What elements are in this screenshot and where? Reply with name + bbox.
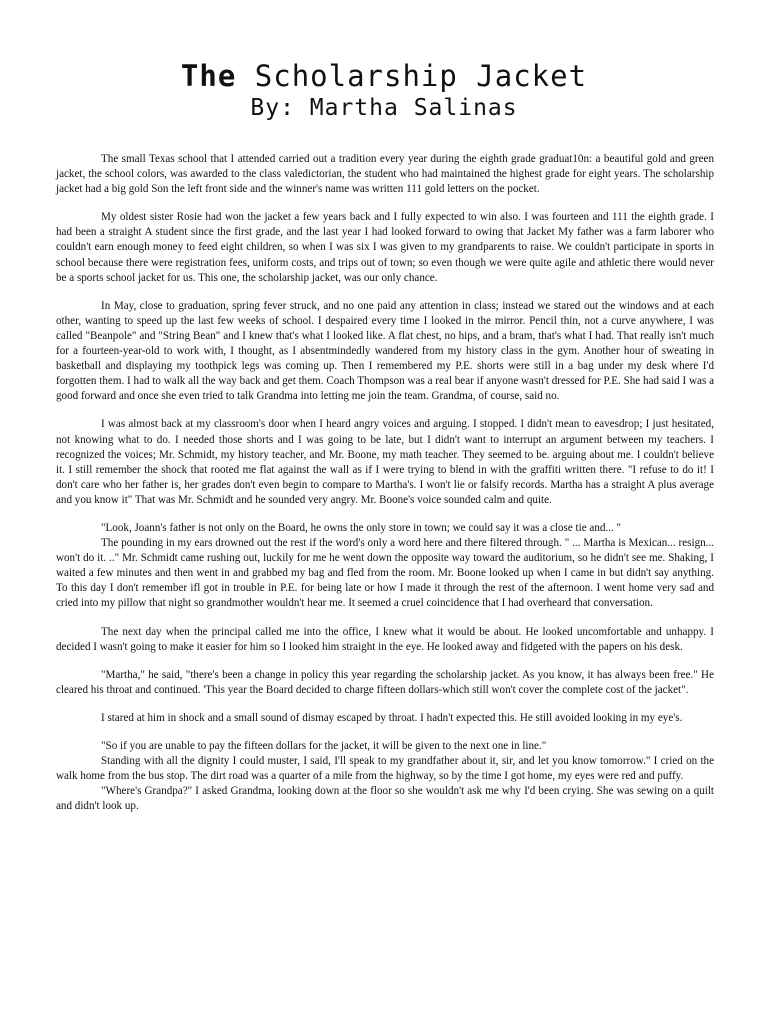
byline: By: Martha Salinas	[250, 95, 518, 121]
title-the: The	[180, 59, 237, 93]
paragraph: "Martha," he said, "there's been a change in policy this year regarding the scholarship jacket. As you know, it has always been free." He cleared his throat and continued. 'This year the Board decided to charge fifteen dollars-which still won't cover the complete cost of the jacket".	[56, 668, 714, 696]
paragraph: My oldest sister Rosie had won the jacket a few years back and I fully expected to win also. I was fourteen and 111 the eighth grade. I had been a straight A student since the first grade, and the last year I had looked forward to owing that Jacket My father was a farm laborer who couldn't earn enough money to feed eight children, so when I was six I was given to my grandparents to raise. We couldn't participate in sports in school because there were registration fees, uniform costs, and trips out of town; so even though we were quite agile and athletic there would never be a sports school jacket for us. This one, the scholarship jacket, was our only chance.	[56, 211, 714, 284]
paragraph: In May, close to graduation, spring fever struck, and no one paid any attention in class; instead we stared out the windows and at each other, wanting to speed up the last few weeks of school. I despaired every time I looked in the mirror. Pencil thin, not a curve anywhere, I was called "Beanpole" and "String Bean" and I knew that's what I looked like. A flat chest, no hips, and a bram, that's what I had. That really isn't much for a fourteen-year-old to work with, I thought, as I absentmindedly wandered from my history class in the gym. Another hour of sweating in basketball and displaying my toothpick legs was coming up. Then I remembered my P.E. shorts were still in a bag under my desk where I'd forgotten them. I had to walk all the way back and get them. Coach Thompson was a real bear if anyone wasn't dressed for P.E. She had said I was a good forward and once she even tried to talk Grandma into letting me join the team. Grandma, of course, said no.	[56, 299, 714, 403]
title-block	[0, 0, 768, 122]
paragraph: The next day when the principal called me into the office, I knew what it would be about. He looked uncomfortable and unhappy. I decided I wasn't going to make it easier for him so I looked him straight in the eye. He looked away and fidgeted with the papers on his desk.	[56, 625, 714, 653]
paragraph: "So if you are unable to pay the fifteen dollars for the jacket, it will be given to the next one in line."	[101, 740, 547, 752]
paragraph: "Where's Grandpa?" I asked Grandma, looking down at the floor so she wouldn't ask me why I'd been crying. She was sewing on a quilt and didn't look up.	[56, 785, 714, 813]
paragraph: I was almost back at my classroom's door when I heard angry voices and arguing. I stopped. I didn't mean to eavesdrop; I just hesitated, not knowing what to do. I needed those shorts and I was going to be late, but I didn't want to interrupt an argument between my teachers. I recognized the voices; Mr. Schmidt, my history teacher, and Mr. Boone, my math teacher. They seemed to be. arguing about me. I couldn't believe it. I still remember the shock that rooted me flat against the wall as if I were trying to blend in with the graffiti written there. "I refuse to do it! I don't care who her father is, her grades don't even begin to compare to Martha's. I won't lie or falsify records. Martha has a straight A plus average and you know it" That was Mr. Schmidt and he sounded very angry. Mr. Boone's voice sounded calm and quite.	[56, 418, 714, 506]
paragraph: "Look, Joann's father is not only on the Board, he owns the only store in town; we could say it was a close tie and... "	[101, 521, 622, 534]
title-rest: Scholarship Jacket	[254, 59, 588, 93]
paragraph: The pounding in my ears drowned out the rest if the word's only a word here and there filtered through. " ... Martha is Mexican... resign... won't do it. .." Mr. Schmidt came rushing out, luckily for me he went down the opposite way toward the auditorium, so he didn't see me. Shaking, I waited a few minutes and then went in and grabbed my bag and fled from the room. Mr. Boone looked up when I came in but didn't say anything. To this day I don't remember ifl got in trouble in P.E. for being late or how I made it through the rest of the afternoon. I went home very sad and cried into my pillow that night so grandmother wouldn't hear me. It seemed a cruel coincidence that I had overheard that conversation.	[56, 537, 714, 610]
paragraph: The small Texas school that I attended carried out a tradition every year during the eighth grade graduat10n: a beautiful gold and green jacket, the school colors, was awarded to the class valedictorian, the student who had maintained the highest grade for eight years. The scholarship jacket had a big gold Son the left front side and the winner's name was written 111 gold letters on the pocket.	[56, 153, 714, 196]
page-title	[0, 60, 768, 92]
story-body	[56, 152, 714, 827]
paragraph: I stared at him in shock and a small sound of dismay escaped by throat. I hadn't expected this. He still avoided looking in my eye's.	[101, 711, 683, 724]
paragraph: Standing with all the dignity I could muster, I said, I'll speak to my grandfather about it, sir, and let you know tomorrow." I cried on the walk home from the bus stop. The dirt road was a quarter of a mile from the highway, so by the time I got home, my eyes were red and puffy.	[56, 755, 714, 783]
